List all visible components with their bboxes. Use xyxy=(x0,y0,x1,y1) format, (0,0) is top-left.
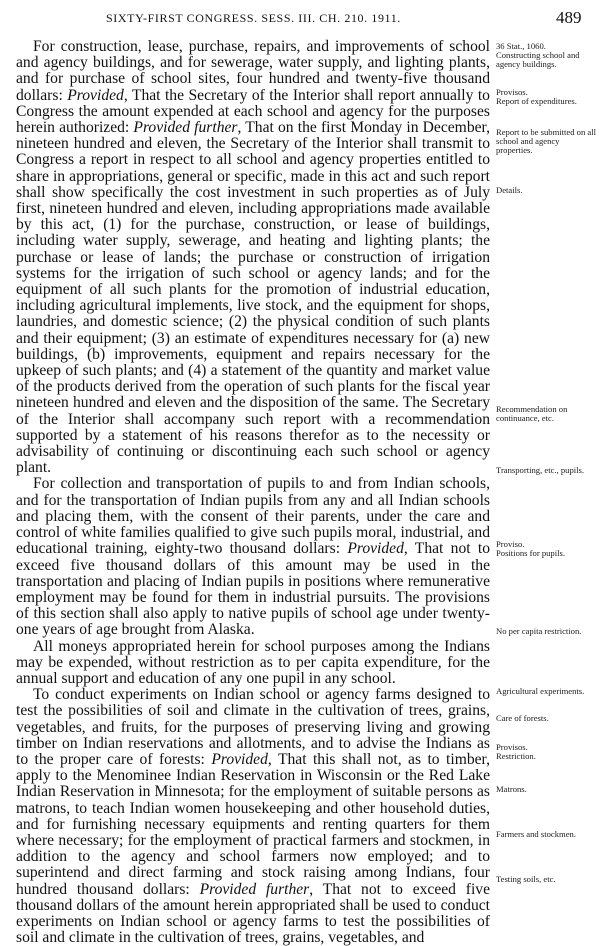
proviso-italic: Provided xyxy=(211,750,268,768)
paragraph-transportation-of-pupils: For collection and transportation of pupils to and from Indian schools, and for the transportation of Indian pupils from any and all Indian schools and placing them, with the consent of their parents, under the care and control of white families qualified to give such pupils moral, industrial, and educational training, eighty-two thousand dollars: Provided, That not to exceed five thousand dollars of this amount may be used in the transportation and placing of Indian pupils in positions where remunerative employment may be found for them in industrial pursuits. The provisions of this section shall also apply to native pupils of school age under twenty-one years of age brought from Alaska. xyxy=(16,475,490,639)
margin-note-line: Constructing school and agency buildings. xyxy=(496,50,580,69)
margin-note-report-on-properties xyxy=(496,128,597,155)
margin-note-line: Transporting, etc., pupils. xyxy=(496,465,585,475)
margin-note-line: Report of expenditures. xyxy=(496,96,577,106)
margin-note-line: 36 Stat., 1060. xyxy=(496,41,546,51)
proviso-italic: Provided further xyxy=(133,119,238,137)
page-number: 489 xyxy=(556,8,582,27)
margin-note-line: Farmers and stockmen. xyxy=(496,829,576,839)
margin-note-care-of-forests xyxy=(496,714,597,723)
margin-note-line: Proviso. xyxy=(496,539,525,549)
margin-note-line: Report to be submitted on all school and agency properties. xyxy=(496,127,597,155)
margin-note-line: Testing soils, etc. xyxy=(496,874,556,884)
margin-note-line: Agricultural experiments. xyxy=(496,686,585,696)
page-header xyxy=(0,9,600,27)
margin-note-matrons xyxy=(496,785,597,794)
paragraph-school-buildings: For construction, lease, purchase, repairs, and improvements of school and agency buildings, and for sewerage, water supply, and lighting plants, and for purchase of school sites, four hundred and twenty-five thousand dollars: Provided, That the Secretary of the Interior shall report annually to Congress the amount expended at each school and agency for the purposes herein authorized: Provided further, That on the first Monday in December, nineteen hundred and eleven, the Secretary of the Interior shall transmit to Congress a report in respect to all school and agency properties entitled to share in appropriations, general or specific, made in this act and such report shall show specifically the cost investment in such properties as of July first, nineteen hundred and eleven, including appropriations made available by this act, (1) for the purchase, construction, or lease of buildings, including water supply, sewerage, and heating and lighting plants; the purchase or lease of lands; the purchase or construction of irrigation systems for the irrigation of such school or agency lands; and for the equipment of all such plants for the promotion of industrial education, including agricultural implements, live stock, and the equipment for shops, laundries, and domestic science; (2) the physical condition of such plants and their equipment; (3) an estimate of expenditures necessary for (a) new buildings, (b) improvements, equipment and repairs necessary for the upkeep of such plants; and (4) a statement of the quantity and market value of the products derived from the operation of such plants for the fiscal year nineteen hundred and eleven and the disposition of the same. The Secretary of the Interior shall accompany such report with a recommendation supported by a statement of his reasons therefor as to the necessity or advisability of continuing or discontinuing each such school or agency plant. xyxy=(16,38,490,477)
margin-note-line: Matrons. xyxy=(496,784,527,794)
margin-note-positions-for-pupils xyxy=(496,540,597,558)
margin-note-details xyxy=(496,186,597,195)
margin-note-recommendation xyxy=(496,405,597,423)
paragraph-per-capita: All moneys appropriated herein for school purposes among the Indians may be expended, without restriction as to per capita expenditure, for the annual support and education of any one pupil in any school. xyxy=(16,637,490,687)
margin-note-restriction xyxy=(496,743,597,761)
margin-note-line: Positions for pupils. xyxy=(496,548,565,558)
proviso-italic: Provided xyxy=(67,86,124,104)
margin-note-farmers-and-stockmen xyxy=(496,830,597,839)
margin-note-testing-soils xyxy=(496,875,597,884)
margin-note-report-of-expenditures xyxy=(496,88,597,106)
margin-note-line: Recommendation on continuance, etc. xyxy=(496,404,568,423)
margin-note-line: Care of forests. xyxy=(496,713,549,723)
margin-note-agricultural-experiments xyxy=(496,687,597,696)
margin-note-transporting-pupils xyxy=(496,466,597,475)
margin-note-constructing-buildings xyxy=(496,42,597,69)
running-head: SIXTY-FIRST CONGRESS. SESS. III. CH. 210. 1911. xyxy=(106,11,401,25)
margin-note-line: No per capita restriction. xyxy=(496,626,582,636)
margin-note-line: Details. xyxy=(496,185,523,195)
proviso-italic: Provided xyxy=(347,540,404,558)
margin-note-no-per-capita xyxy=(496,627,597,636)
margin-note-line: Provisos. xyxy=(496,742,528,752)
proviso-italic: Provided further xyxy=(199,880,310,898)
statute-body-text xyxy=(16,39,490,946)
paragraph-agricultural-experiments: To conduct experiments on Indian school or agency farms designed to test the possibilities of soil and climate in the cultivation of trees, grains, vegetables, and fruits, for the purposes of preserving living and growing timber on Indian reservations and allotments, and to advise the Indians as to the proper care of forests: Provided, That this shall not, as to timber, apply to the Menominee Indian Reservation in Wisconsin or the Red Lake Indian Reservation in Minnesota; for the employment of suitable persons as matrons, to teach Indian women housekeeping and other household duties, and for furnishing necessary equipments and renting quarters for them where necessary; for the employment of practical farmers and stockmen, in addition to the agency and school farmers now employed; and to superintend and direct farming and stock raising among Indians, four hundred thousand dollars: Provided further, That not to exceed five thousand dollars of the amount herein appropriated shall be used to conduct experiments on Indian school or agency farms to test the possibilities of soil and climate in the cultivation of trees, grains, vegetables, and xyxy=(16,686,491,946)
margin-note-line: Provisos. xyxy=(496,87,528,97)
margin-note-line: Restriction. xyxy=(496,751,536,761)
